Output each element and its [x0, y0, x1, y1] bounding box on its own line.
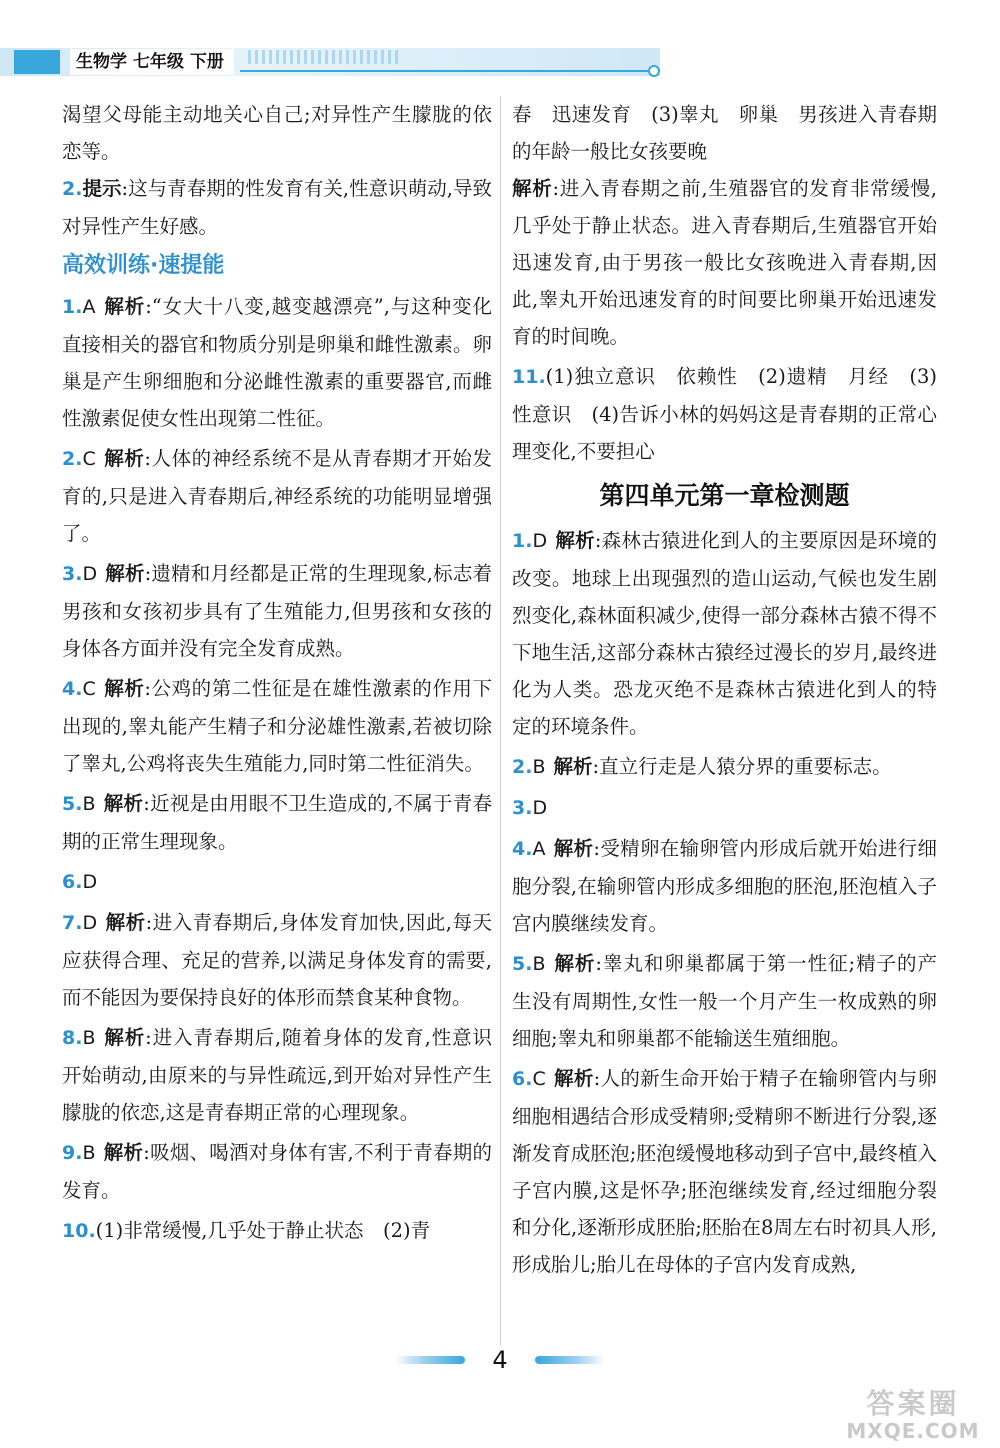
page-number: 4: [492, 1346, 508, 1374]
answer-item: [62, 863, 492, 901]
item-text: (1)非常缓慢,几乎处于静止状态 (2)青: [95, 1219, 431, 1242]
section-heading: 高效训练·速提能: [62, 253, 225, 278]
analysis-text: :进入青春期后,随着身体的发育,性意识开始萌动,由原来的与异性疏远,到开始对异性产生朦胧的依恋,这是青春期正常的心理现象。: [62, 1026, 492, 1124]
analysis-label: 解析: [555, 529, 595, 552]
item-number: 11.: [512, 366, 546, 388]
item-answer: B: [532, 756, 546, 778]
analysis-label: 解析: [103, 1026, 146, 1049]
answer-item: [512, 945, 937, 1057]
analysis-text: :睾丸和卵巢都属于第一性征;精子的产生没有周期性,女性一般一个月产生一枚成熟的卵细胞;睾丸和卵巢都不能输送生殖细胞。: [512, 952, 937, 1050]
item-number: 2.: [62, 178, 83, 200]
analysis-label: 解析: [103, 447, 145, 470]
answer-item: [62, 1134, 492, 1209]
analysis-label: 解析: [553, 1067, 594, 1090]
intro-continuation: 渴望父母能主动地关心自己;对异性产生朦胧的依恋等。: [62, 103, 492, 163]
item-answer: D: [82, 871, 98, 893]
analysis-text: :人体的神经系统不是从青春期才开始发育的,只是进入青春期后,神经系统的功能明显增强了。: [62, 447, 492, 545]
analysis-label: 解析: [105, 911, 146, 934]
answer-item: [62, 555, 492, 667]
header-block: [14, 50, 60, 74]
page-footer: [0, 1342, 1000, 1382]
item-answer: C: [82, 678, 96, 700]
column-divider: [500, 96, 501, 1346]
item-number: 3.: [62, 563, 83, 585]
item-answer: D: [82, 912, 98, 934]
item-answer: C: [532, 1068, 546, 1090]
item-number: 6.: [62, 871, 83, 893]
analysis-text: :遗精和月经都是正常的生理现象,标志着男孩和女孩初步具有了生殖能力,但男孩和女孩的身体各方面并没有完全发育成熟。: [62, 562, 492, 660]
item-number: 6.: [512, 1068, 533, 1090]
left-column: [62, 96, 492, 1253]
answer-item-11: [512, 358, 937, 470]
page-header: [0, 40, 1000, 92]
analysis-text: :“女大十八变,越变越漂亮”,与这种变化直接相关的器官和物质分别是卵巢和雌性激素。卵巢是产生卵细胞和分泌雌性激素的重要器官,而雌性激素促使女性出现第二性征。: [62, 295, 492, 430]
item-number: 1.: [62, 296, 83, 318]
item-answer: B: [82, 793, 96, 815]
item-number: 4.: [62, 678, 83, 700]
analysis-text: :人的新生命开始于精子在输卵管内与卵细胞相遇结合形成受精卵;受精卵不断进行分裂,逐渐发育成胚泡;胚泡缓慢地移动到子宫中,最终植入子宫内膜,这是怀孕;胚泡继续发育,经过细胞分裂和分化,逐渐形成胚胎;胚胎在8周左右时初具人形,形成胎儿;胎儿在母体的子宫内发育成熟,: [512, 1067, 937, 1276]
item-number: 8.: [62, 1027, 83, 1049]
item-number: 9.: [62, 1142, 83, 1164]
analysis-label: 解析: [103, 295, 146, 318]
watermark-logo: [838, 1388, 988, 1444]
item-number: 4.: [512, 838, 533, 860]
header-stripes: [248, 50, 398, 64]
analysis-label: 解析: [512, 177, 553, 200]
answer-item: [512, 522, 937, 745]
item-answer: D: [532, 530, 548, 552]
answer-item: [62, 440, 492, 552]
item-answer: B: [82, 1027, 96, 1049]
item10-analysis: [512, 170, 937, 355]
answer-item: [62, 904, 492, 1016]
item-number: 5.: [512, 953, 533, 975]
analysis-text: :森林古猿进化到人的主要原因是环境的改变。地球上出现强烈的造山运动,气候也发生剧烈变化,森林面积减少,使得一部分森林古猿不得不下地生活,这部分森林古猿经过漫长的岁月,最终进化为人类。恐龙灭绝不是森林古猿进化到人的特定的环境条件。: [512, 529, 937, 738]
watermark-en: MXQE.COM: [846, 1419, 980, 1443]
item-answer: C: [82, 448, 96, 470]
analysis-text: :受精卵在输卵管内形成后就开始进行细胞分裂,在输卵管内形成多细胞的胚泡,胚泡植入子宫内膜继续发育。: [512, 837, 937, 935]
item-answer: A: [532, 838, 546, 860]
answer-item: [512, 1060, 937, 1283]
item-answer: D: [82, 563, 98, 585]
unit-title: 第四单元第一章检测题: [599, 481, 850, 510]
analysis-label: 解析: [105, 562, 145, 585]
item-answer: D: [532, 797, 548, 819]
item-number: 7.: [62, 912, 83, 934]
analysis-text: :公鸡的第二性征是在雄性激素的作用下出现的,睾丸能产生精子和分泌雄性激素,若被切除了睾丸,公鸡将丧失生殖能力,同时第二性征消失。: [62, 677, 492, 775]
answer-item: [512, 830, 937, 942]
item-number: 3.: [512, 797, 533, 819]
item-answer: B: [82, 1142, 96, 1164]
item-answer: A: [82, 296, 96, 318]
hint-item: [62, 170, 492, 245]
answer-item: [512, 789, 937, 827]
item-number: 2.: [512, 756, 533, 778]
item10-continuation: 春 迅速发育 (3)睾丸 卵巢 男孩进入青春期的年龄一般比女孩要晚: [512, 103, 937, 163]
analysis-label: 解析: [553, 755, 593, 778]
answer-item: [62, 288, 492, 437]
item-text: (1)独立意识 依赖性 (2)遗精 月经 (3)性意识 (4)告诉小林的妈妈这是青春期的正常心理变化,不要担心: [512, 365, 937, 463]
hint-label: 提示: [82, 177, 122, 200]
footer-decoration: [395, 1356, 465, 1364]
analysis-label: 解析: [103, 792, 144, 815]
footer-decoration: [535, 1356, 605, 1364]
analysis-text: :近视是由用眼不卫生造成的,不属于青春期的正常生理现象。: [62, 792, 492, 853]
answer-item: [512, 748, 937, 786]
item-number: 2.: [62, 448, 83, 470]
analysis-text: :吸烟、喝酒对身体有害,不利于青春期的发育。: [62, 1141, 492, 1202]
analysis-text: :进入青春期后,身体发育加快,因此,每天应获得合理、充足的营养,以满足身体发育的需要,而不能因为要保持良好的体形而禁食某种食物。: [62, 911, 492, 1009]
watermark-cn: 答案圈: [866, 1387, 960, 1420]
item-number: 10.: [62, 1220, 96, 1242]
item-number: 5.: [62, 793, 83, 815]
answer-item: [62, 1019, 492, 1131]
answer-item: [62, 670, 492, 782]
analysis-text: :进入青春期之前,生殖器官的发育非常缓慢,几乎处于静止状态。进入青春期后,生殖器官开始迅速发育,由于男孩一般比女孩晚进入青春期,因此,睾丸开始迅速发育的时间要比卵巢开始迅速发育的时间晚。: [512, 177, 937, 348]
item-number: 1.: [512, 530, 533, 552]
header-rule: [240, 70, 650, 72]
analysis-text: :直立行走是人猿分界的重要标志。: [592, 755, 892, 778]
item-answer: B: [532, 953, 546, 975]
book-title: 生物学 七年级 下册: [70, 49, 234, 75]
header-dot-icon: [648, 65, 660, 77]
analysis-label: 解析: [103, 677, 145, 700]
analysis-label: 解析: [103, 1141, 144, 1164]
hint-text: :这与青春期的性发育有关,性意识萌动,导致对异性产生好感。: [62, 177, 492, 238]
answer-item: [62, 785, 492, 860]
answer-item-10: [62, 1212, 492, 1250]
analysis-label: 解析: [553, 952, 596, 975]
right-column: [512, 96, 937, 1286]
analysis-label: 解析: [553, 837, 594, 860]
